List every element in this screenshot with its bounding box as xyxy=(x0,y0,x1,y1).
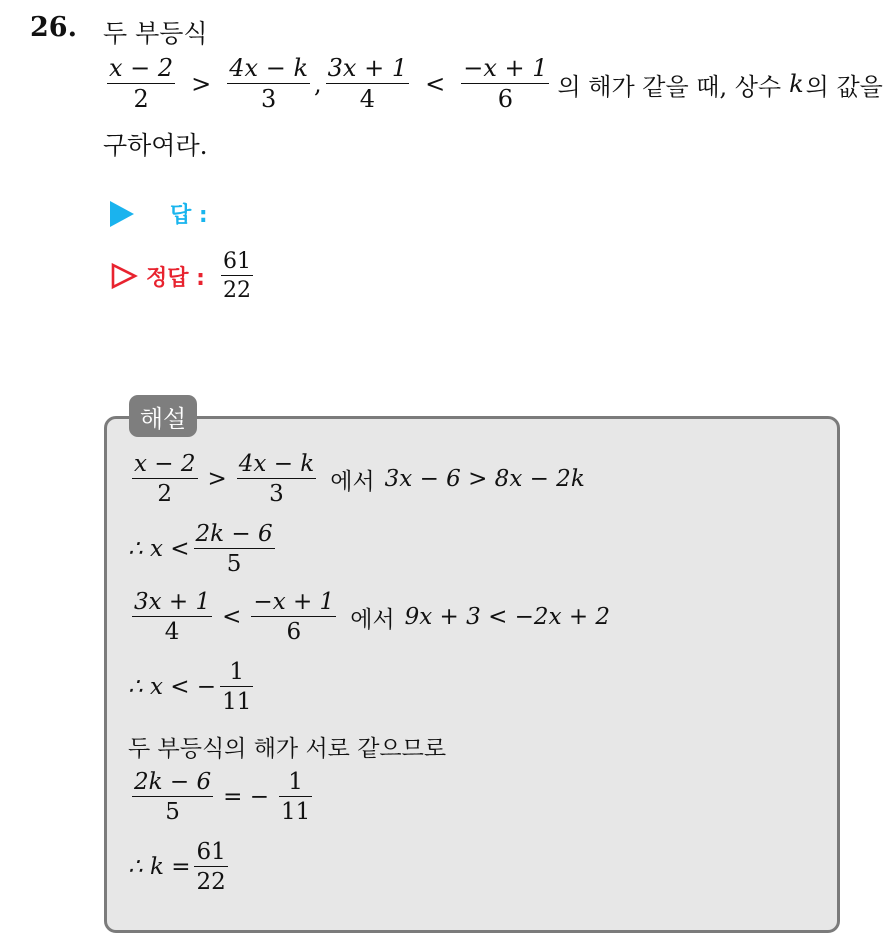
solution-expression: 9x + 3 < −2x + 2 xyxy=(404,604,611,631)
relation-symbol: < xyxy=(425,70,446,99)
solution-line-6 xyxy=(128,770,316,824)
fraction xyxy=(132,770,213,824)
solution-expression: 3x − 6 > 8x − 2k xyxy=(384,466,585,493)
fraction-denominator: 6 xyxy=(286,619,302,646)
question-tail: 의 해가 같을 때, 상수 xyxy=(557,72,782,101)
solution-tab: 해설 xyxy=(129,395,197,437)
relation-symbol: > xyxy=(191,70,212,99)
fraction-denominator: 22 xyxy=(196,869,226,896)
fraction xyxy=(132,452,198,506)
fraction xyxy=(237,452,316,506)
fraction xyxy=(251,590,336,644)
fraction-numerator: 61 xyxy=(222,249,251,274)
ineq2-lhs-fraction xyxy=(326,56,409,112)
fraction-denominator: 4 xyxy=(359,85,375,114)
fraction-numerator: x − 2 xyxy=(109,54,174,82)
fraction-numerator: −x + 1 xyxy=(253,589,335,615)
fraction-denominator: 6 xyxy=(497,85,513,114)
fraction-denominator: 2 xyxy=(133,85,149,114)
question-number: 26. xyxy=(30,12,77,43)
fraction xyxy=(279,770,312,824)
fraction-numerator: 4x − k xyxy=(238,451,315,477)
fraction-denominator: 4 xyxy=(164,619,180,646)
solution-prefix: ∴ k = xyxy=(128,854,191,881)
ineq1-lhs-fraction xyxy=(107,56,175,112)
solution-prefix: ∴ x < xyxy=(128,536,190,563)
relation-symbol: < xyxy=(222,604,242,631)
fraction-denominator: 5 xyxy=(226,551,242,578)
comma: , xyxy=(314,70,322,99)
fraction-numerator: 3x + 1 xyxy=(327,54,408,82)
fraction-denominator: 2 xyxy=(157,481,173,508)
fraction-numerator: −x + 1 xyxy=(463,54,548,82)
solution-word: 에서 xyxy=(350,606,395,633)
fraction-denominator: 3 xyxy=(269,481,284,508)
answer-row xyxy=(110,198,208,229)
ineq2-rhs-fraction xyxy=(461,56,549,112)
fraction-numerator: 2k − 6 xyxy=(134,769,212,795)
fraction xyxy=(132,590,212,644)
fraction-numerator: 61 xyxy=(196,839,226,865)
fraction-denominator: 3 xyxy=(261,85,277,114)
fraction-denominator: 22 xyxy=(222,278,251,304)
solution-text: 두 부등식의 해가 서로 같으므로 xyxy=(128,736,447,762)
solution-equals: = − xyxy=(223,784,269,811)
question-title: 두 부등식 xyxy=(103,19,208,48)
solution-line-2 xyxy=(128,522,279,576)
question-inequalities xyxy=(103,56,883,112)
fraction-numerator: 1 xyxy=(229,659,245,685)
fraction xyxy=(220,660,253,714)
play-triangle-icon xyxy=(110,201,134,227)
solution-line-7 xyxy=(128,840,232,894)
correct-answer-fraction xyxy=(221,250,253,302)
solution-line-5 xyxy=(128,730,446,763)
question-tail-2: 의 값을 xyxy=(805,72,883,101)
solution-line-3 xyxy=(128,590,610,644)
solution-word: 에서 xyxy=(330,468,375,495)
fraction-denominator: 11 xyxy=(280,799,311,826)
answer-label: 답 : xyxy=(170,203,208,228)
solution-line-4 xyxy=(128,660,257,714)
fraction xyxy=(194,522,275,576)
correct-answer-label: 정답 : xyxy=(146,265,205,291)
fraction-numerator: 2k − 6 xyxy=(195,521,273,547)
fraction-denominator: 5 xyxy=(165,799,180,826)
fraction-numerator: 3x + 1 xyxy=(134,589,211,615)
solution-prefix: ∴ x < − xyxy=(128,674,217,701)
ineq1-rhs-fraction xyxy=(227,56,310,112)
fraction-numerator: 1 xyxy=(288,769,303,795)
fraction xyxy=(194,840,227,894)
relation-symbol: > xyxy=(207,466,227,493)
fraction-numerator: x − 2 xyxy=(134,451,196,477)
solution-line-1 xyxy=(128,452,585,506)
fraction-denominator: 11 xyxy=(222,689,252,716)
constant-k: k xyxy=(789,70,804,99)
fraction-numerator: 4x − k xyxy=(229,54,308,82)
outline-triangle-icon xyxy=(110,262,138,290)
correct-answer-row xyxy=(110,250,257,302)
question-continuation: 구하여라. xyxy=(103,131,208,160)
